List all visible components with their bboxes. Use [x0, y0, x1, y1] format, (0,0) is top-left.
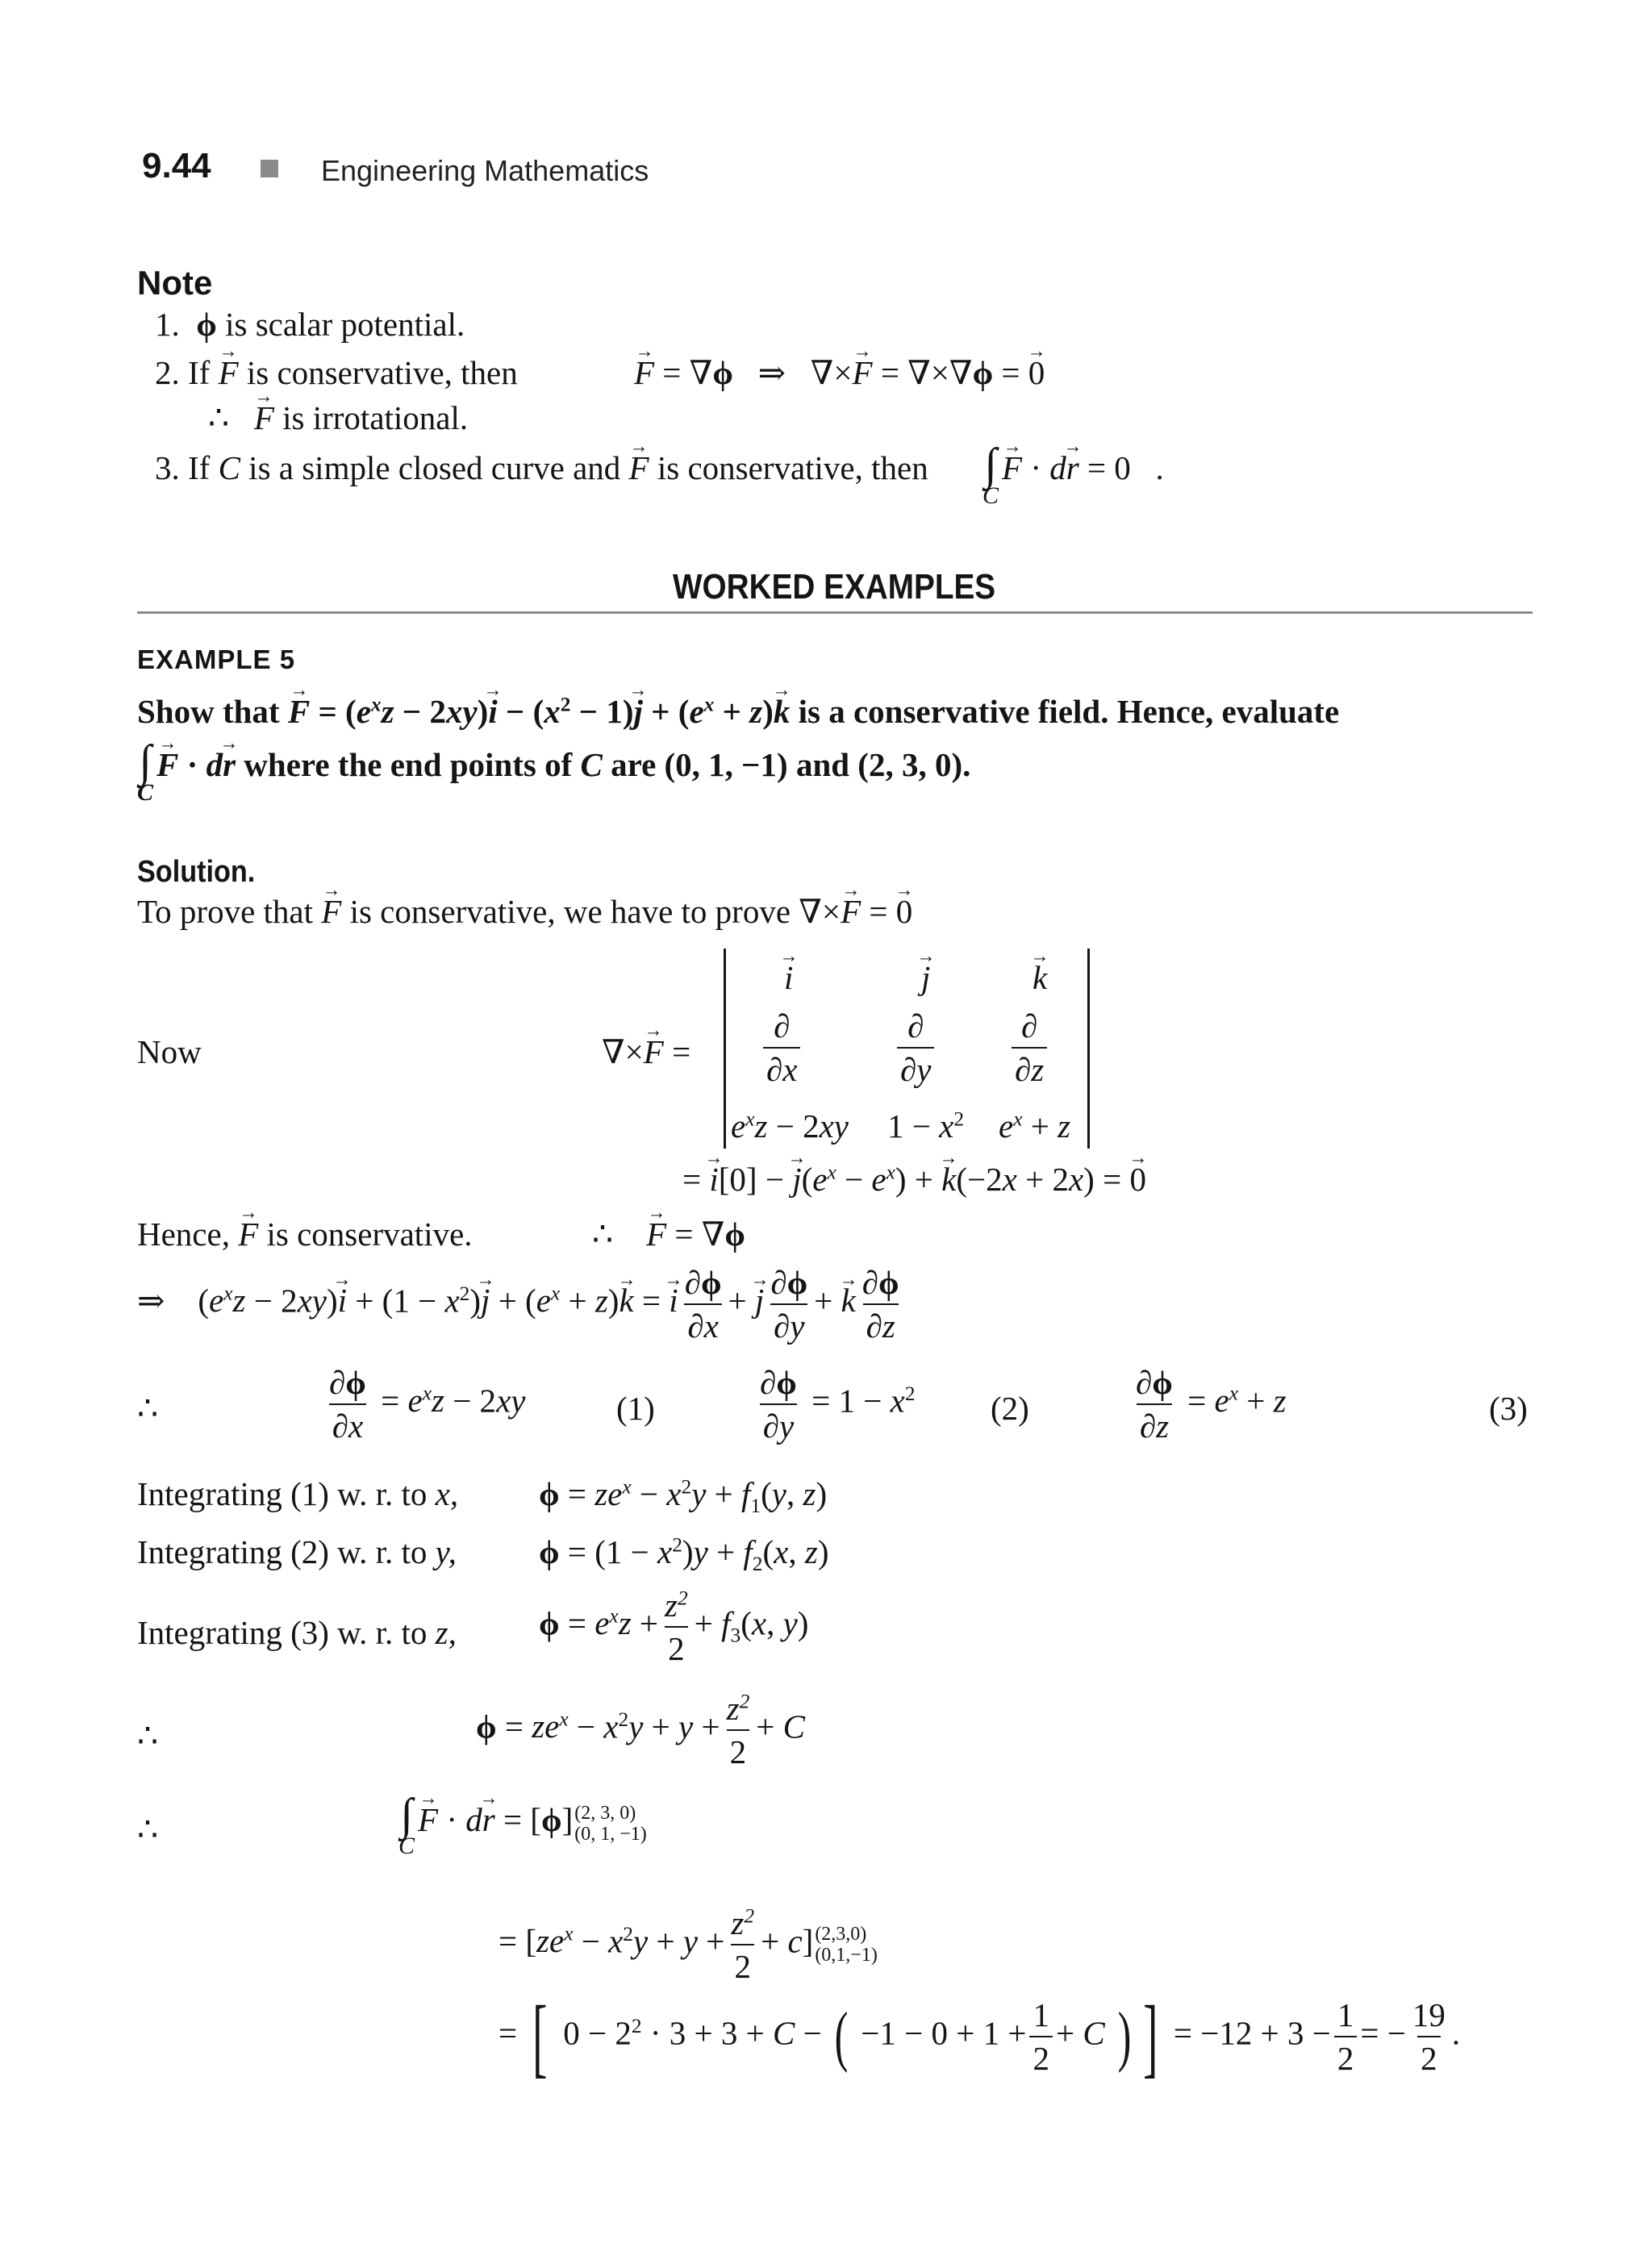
phi-final: $\phi = ze^x - x^2y + y$ + $\frac{z^2}{2}$ + C	[476, 1690, 805, 1770]
determinant-left-bar	[724, 949, 726, 1149]
final-answer-numerator: 19	[1412, 1996, 1446, 2033]
phi-1: $\phi = ze^x - x^2y + f_1(y$, z)	[539, 1475, 828, 1518]
hence-line: Hence, → F is conservative.	[137, 1215, 473, 1253]
note-item-2b: ∴ → F is irrotational.	[208, 398, 468, 437]
solution-heading: Solution.	[137, 855, 256, 889]
partial-eq-1: $\frac{\partial\phi}{\partial x}$ = $e^xz - 2xy$	[329, 1364, 526, 1445]
integrating-2: Integrating (2) w. r. to y,	[137, 1533, 457, 1570]
note-item-2: 2. If → F is conservative, then	[155, 353, 518, 392]
evaluation-1: = [$ze^x - x^2y + y$ + $\frac{z^2}{2}$ + c] (2,3,0) (0,1,−1)	[499, 1904, 878, 1985]
book-title: Engineering Mathematics	[321, 154, 649, 187]
note-item-text: is scalar potential.	[225, 306, 465, 343]
eq-label-2: (2)	[991, 1390, 1029, 1427]
phi-3: $\phi = e^xz$ + $\frac{z^2}{2}$ + $f_3(x$, y)	[539, 1587, 809, 1667]
therefore-2: ∴	[137, 1717, 159, 1754]
note-heading: Note	[137, 264, 213, 302]
now-label: Now	[137, 1033, 202, 1070]
eq-label-1: (1)	[616, 1390, 655, 1427]
example-label: EXAMPLE 5	[137, 644, 296, 674]
note-item-3: 3. If C is a simple closed curve and → F is conservative, then	[155, 448, 928, 487]
example-statement-2: ∫ C → F · d→ r where the end points of C are (0, 1, −1) and (2, 3, 0).	[137, 742, 970, 805]
note-item-2-equation: → F = ∇ϕ ⇒ ∇×→ F = ∇×∇ϕ = → 0	[634, 353, 1045, 392]
evaluation-2: = [ $0 - 2^2 \cdot 3 + 3 + C$ − ( −1 − 0 + 1 + $\frac{1}{2}$ + C ) ] = −12 + 3 − $\frac{1}{2}$ = − $\frac{19}{2}$ .	[499, 1987, 1461, 2086]
hence-equation: ∴ → F = ∇ϕ	[592, 1215, 745, 1253]
header-square-icon	[261, 160, 278, 177]
therefore-3: ∴	[137, 1811, 159, 1848]
determinant-right-bar	[1087, 949, 1090, 1149]
eq-label-3: (3)	[1489, 1390, 1528, 1427]
integrating-3: Integrating (3) w. r. to z,	[137, 1614, 457, 1651]
example-statement: Show that → $F = (e^xz - 2xy)\to i - (x^2 - 1)\to j + (e^x + z)\to k$ is a conservative field. Hence, evaluate	[137, 692, 1339, 731]
integrating-1: Integrating (1) w. r. to x,	[137, 1475, 459, 1512]
curl-result: = → i[0] − → $j(e^x - e^x)$ + → k(−2x + 2x) = → 0	[682, 1160, 1146, 1199]
line-integral: ∫ C → F · d→ r = [ϕ] (2, 3, 0) (0, 1, −1)	[398, 1795, 647, 1858]
note-item-3-integral: ∫ C → F · d→ r = 0 .	[982, 445, 1164, 508]
page-number: 9.44	[142, 146, 211, 186]
partial-eq-3: $\frac{\partial\phi}{\partial z}$ = $e^x + z$	[1136, 1364, 1287, 1445]
solution-intro: To prove that → F is conservative, we have to prove ∇×→ F = → 0	[137, 892, 912, 931]
note-item-number: 1.	[155, 306, 180, 343]
implies-line: ⇒ $(e^xz - 2xy)\to i + (1 - x^2)\to j + (e^x + z)\to k$ = → i $\frac{\partial\phi}{\partial x}$ + → j $\frac{\partial\phi}{\partial y}$ + → k $\frac{\partial\phi}{\partial z}$	[137, 1263, 906, 1345]
phi-2: $\phi = (1 - x^2)y + f_2(x$, z)	[539, 1533, 829, 1576]
partial-eq-2: $\frac{\partial\phi}{\partial y}$ = $1 - x^2$	[760, 1364, 916, 1445]
section-title: WORKED EXAMPLES	[673, 567, 996, 607]
section-rule	[137, 611, 1533, 614]
note-item-1: 1. ϕ is scalar potential.	[155, 306, 465, 343]
curl-lhs: ∇×→ F =	[602, 1032, 690, 1071]
therefore-symbol: ∴	[137, 1390, 159, 1427]
